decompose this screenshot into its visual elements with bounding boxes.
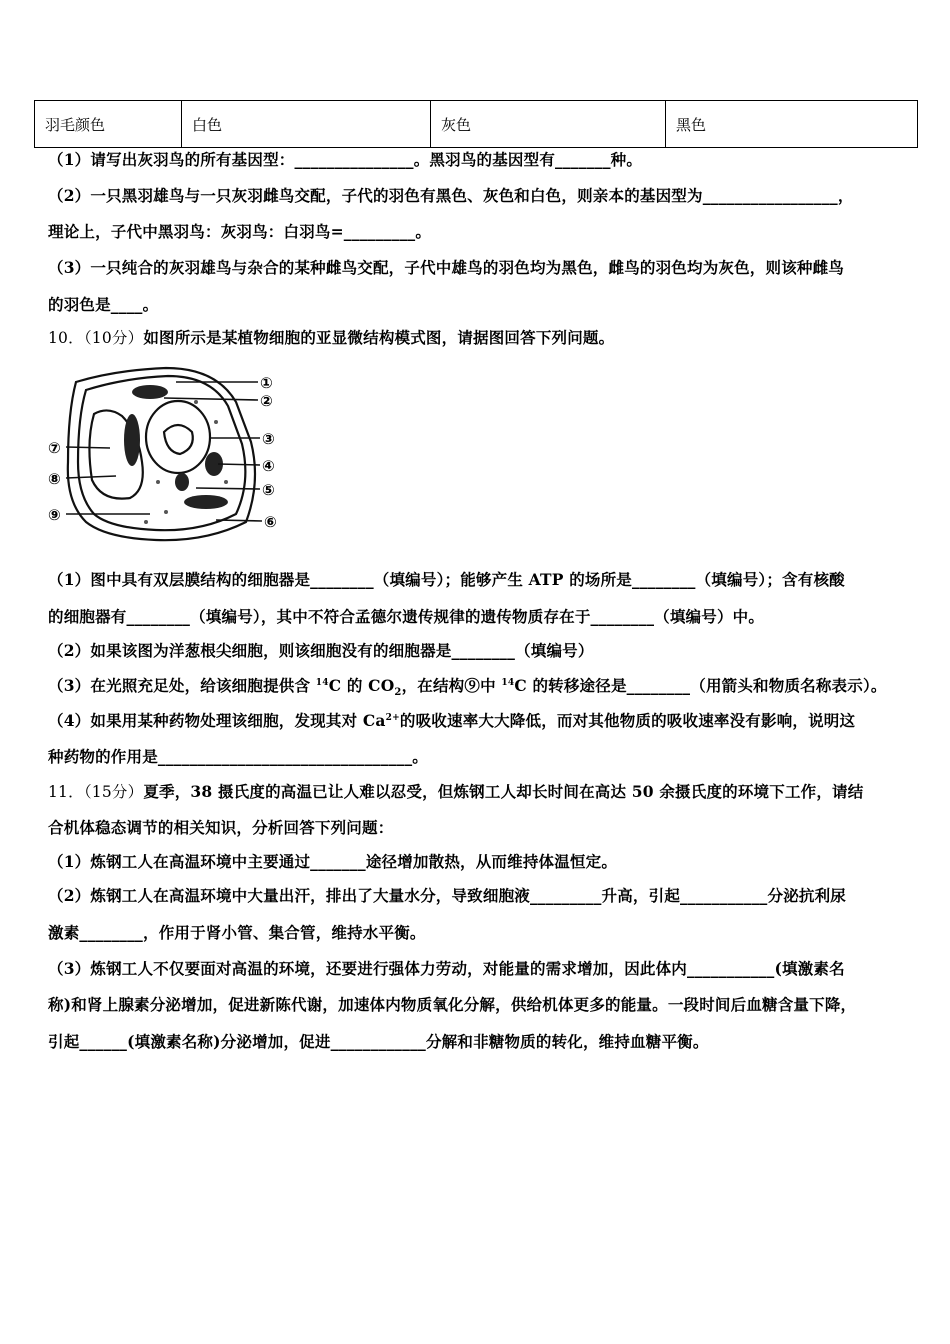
q9-part3-line2: 的羽色是____。 [48,295,159,314]
question-number: 10． [48,329,84,347]
q10-part4-line2: 种药物的作用是________________________________。 [48,747,429,766]
q11-part3-line2: 称)和肾上腺素分泌增加，促进新陈代谢，加速体内物质氧化分解，供给机体更多的能量。一段时间后血糖含量下降， [48,995,857,1014]
chloroplast [124,414,140,466]
question-stem: 如图所示是某植物细胞的亚显微结构模式图，请据图回答下列问题。 [143,328,615,347]
text-run: C 的转移途径是________（用箭头和物质名称表示）。 [514,676,887,695]
text-run: ，在结构⑨中 [401,676,502,695]
text-run: 的吸收速率大大降低，而对其他物质的吸收速率没有影响，说明这 [399,711,856,730]
text-run: （4）如果用某种药物处理该细胞，发现其对 Ca [48,711,386,730]
label-1: ① [260,374,273,392]
q10-stem [48,328,614,348]
q11-stem-line2: 合机体稳态调节的相关知识，分析回答下列问题： [48,818,394,837]
q10-part4-line1 [48,711,855,731]
q11-part3-line1: （3）炼钢工人不仅要面对高温的环境，还要进行强体力劳动，对能量的需求增加，因此体内___________(填激素名 [48,959,845,978]
chloroplast [184,495,228,509]
q10-part1-line2: 的细胞器有________（填编号），其中不符合孟德尔遗传规律的遗传物质存在于________（填编号）中。 [48,607,765,626]
question-number: 11． [48,783,84,801]
label-4: ④ [262,457,275,475]
feather-color-table [34,100,918,148]
q11-part3-line3: 引起______(填激素名称)分泌增加，促进____________分解和非糖物质的转化，维持血糖平衡。 [48,1032,709,1051]
label-9: ⑨ [48,506,61,524]
label-7: ⑦ [48,439,61,457]
table-cell: 黑色 [666,101,918,148]
superscript: 14 [315,677,329,688]
chloroplast [132,385,168,399]
question-stem: 夏季，38 摄氏度的高温已让人难以忍受，但炼钢工人却长时间在高达 50 余摄氏度的环境下工作，请结 [143,782,864,801]
plant-cell-diagram [46,362,296,552]
table-cell: 羽毛颜色 [35,101,182,148]
label-6: ⑥ [264,513,277,531]
text-run: （3）在光照充足处，给该细胞提供含 [48,676,316,695]
q9-part2-line2: 理论上，子代中黑羽鸟：灰羽鸟：白羽鸟=_________。 [48,222,432,241]
q10-part1-line1: （1）图中具有双层膜结构的细胞器是________（填编号）；能够产生 ATP 的场所是________（填编号）；含有核酸 [48,570,845,589]
q9-part3-line1: （3）一只纯合的灰羽雄鸟与杂合的某种雌鸟交配，子代中雄鸟的羽色均为黑色，雌鸟的羽色均为灰色，则该种雌鸟 [48,258,844,277]
question-score: （10分） [83,329,144,347]
superscript: 14 [501,677,515,688]
table-cell: 灰色 [431,101,666,148]
golgi [175,473,189,491]
q10-part3 [48,676,887,699]
text-run: C 的 CO [328,676,395,695]
q11-stem-line1 [48,782,863,802]
subscript: 2 [394,687,402,699]
table-cell: 白色 [182,101,431,148]
superscript: 2+ [385,712,400,723]
q9-part2-line1: （2）一只黑羽雄鸟与一只灰羽雌鸟交配，子代的羽色有黑色、灰色和白色，则亲本的基因型为_________________， [48,186,854,205]
label-5: ⑤ [262,481,275,499]
nucleus [146,401,210,473]
label-8: ⑧ [48,470,61,488]
question-score: （15分） [83,783,144,801]
q10-part2: （2）如果该图为洋葱根尖细胞，则该细胞没有的细胞器是________（填编号） [48,641,594,660]
q11-part1: （1）炼钢工人在高温环境中主要通过_______途径增加散热，从而维持体温恒定。 [48,852,618,871]
q9-part1: （1）请写出灰羽鸟的所有基因型：_______________。黑羽鸟的基因型有_______种。 [48,150,643,169]
q11-part2-line2: 激素________，作用于肾小管、集合管，维持水平衡。 [48,923,426,942]
q11-part2-line1: （2）炼钢工人在高温环境中大量出汗，排出了大量水分，导致细胞液_________升高，引起___________分泌抗利尿 [48,886,846,905]
table-row [35,101,918,148]
label-2: ② [260,392,273,410]
label-3: ③ [262,430,275,448]
nucleolus [164,425,193,454]
